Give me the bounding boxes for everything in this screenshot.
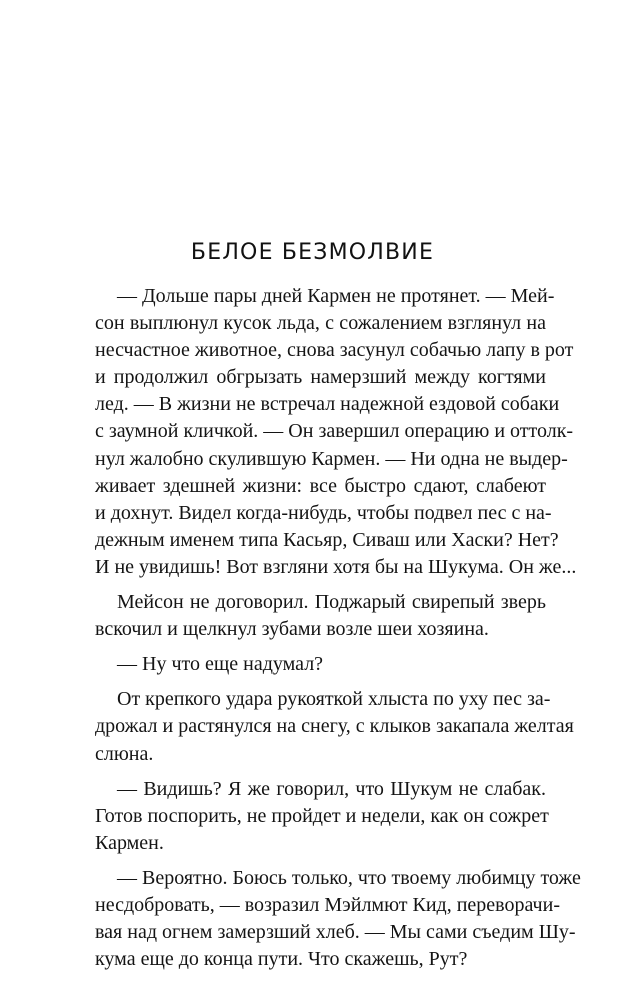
paragraph <box>95 686 574 767</box>
text-line: Готов поспорить, не пройдет и недели, как он сожрет <box>95 804 549 827</box>
text-line: нул жалобно скулившую Кармен. — Ни одна не выдер- <box>95 447 568 470</box>
text-line: и дохнут. Видел когда-нибудь, чтобы подвел пес с на- <box>95 501 552 524</box>
text-line: с заумной кличкой. — Он завершил операцию и оттолк- <box>95 420 574 443</box>
text-line: — Ну что еще надумал? <box>117 653 324 676</box>
text-line: — Вероятно. Боюсь только, что твоему любимцу тоже <box>117 866 581 889</box>
paragraph-gap <box>95 643 546 651</box>
text-line: живает здешней жизни: все быстро сдают, слабеют <box>95 474 546 497</box>
text-line: — Видишь? Я же говорил, что Шукум не слабак. <box>117 777 546 800</box>
text-line: кума еще до конца пути. Что скажешь, Рут? <box>95 948 468 971</box>
paragraph-gap <box>95 581 546 589</box>
paragraph <box>95 776 549 857</box>
body-text <box>95 283 581 973</box>
text-line: Мейсон не договорил. Поджарый свирепый зверь <box>117 591 546 614</box>
text-line: От крепкого удара рукояткой хлыста по уху пес за- <box>117 688 551 711</box>
text-line: — Дольше пары дней Кармен не протянет. — Мей- <box>117 285 555 307</box>
paragraph-gap <box>95 857 546 865</box>
text-line: сон выплюнул кусок льда, с сожалением взглянул на <box>95 312 546 335</box>
text-line: и продолжил обгрызать намерзший между когтями <box>95 366 546 389</box>
text-line: слюна. <box>95 742 154 765</box>
paragraph <box>95 865 581 973</box>
paragraph <box>95 589 546 643</box>
paragraph-gap <box>95 678 546 686</box>
text-line: несчастное животное, снова засунул собачью лапу в рот <box>95 339 574 362</box>
text-line: несдобровать, — возразил Мэйлмют Кид, переворачи- <box>95 893 560 916</box>
text-line: вая над огнем замерзший хлеб. — Мы сами съедим Шу- <box>95 921 576 944</box>
text-line: И не увидишь! Вот взгляни хотя бы на Шукума. Он же... <box>95 555 577 578</box>
text-line: Кармен. <box>95 831 164 854</box>
paragraph <box>95 651 546 678</box>
paragraph <box>95 283 577 581</box>
chapter-title: БЕЛОЕ БЕЗМОЛВИЕ <box>190 240 435 265</box>
text-line: вскочил и щелкнул зубами возле шеи хозяина. <box>95 618 489 641</box>
paragraph-gap <box>95 768 546 776</box>
text-line: дрожал и растянулся на снегу, с клыков закапала желтая <box>95 715 574 738</box>
text-line: лед. — В жизни не встречал надежной ездовой собаки <box>95 393 560 416</box>
text-line: дежным именем типа Касьяр, Сиваш или Хаски? Нет? <box>95 528 559 551</box>
